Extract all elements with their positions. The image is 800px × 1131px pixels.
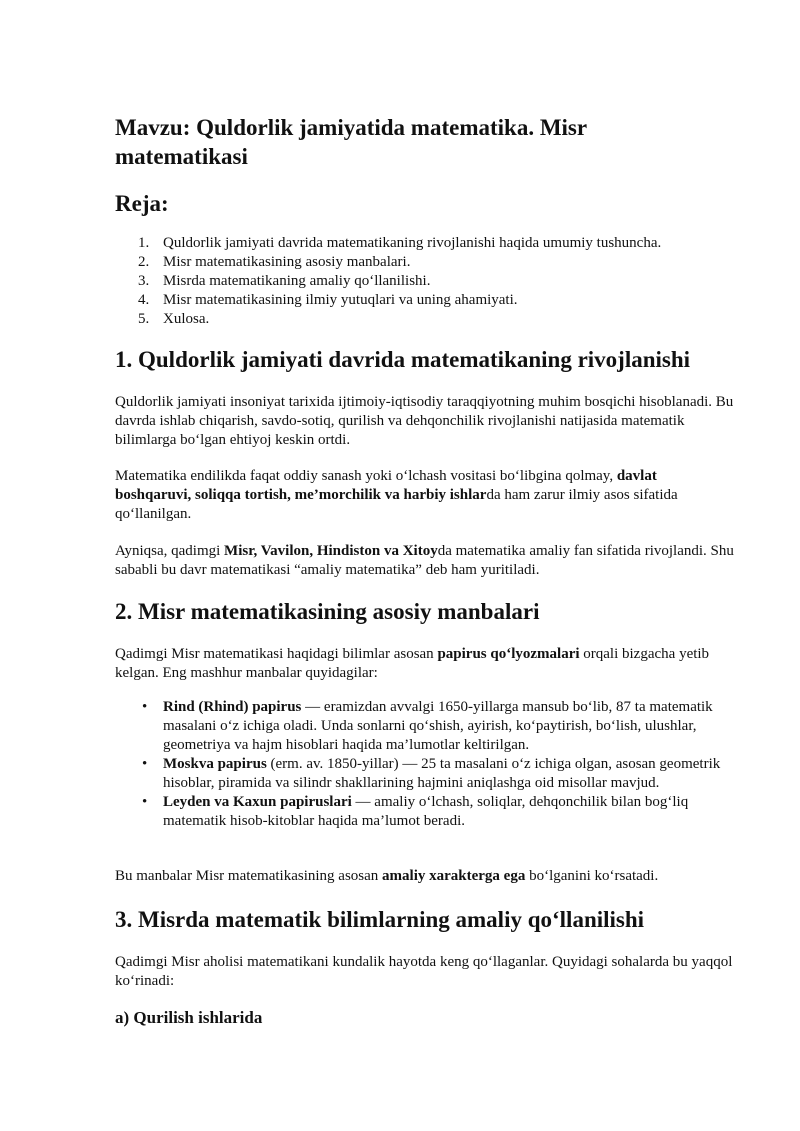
plan-list [115, 234, 661, 329]
bold-text-run: amaliy xarakterga ega [382, 868, 526, 884]
plan-heading: Reja: [115, 191, 169, 216]
section-2-intro [115, 645, 735, 683]
plan-item-text: Misr matematikasining ilmiy yutuqlari va uning ahamiyati. [163, 292, 518, 308]
section-3-intro: Qadimgi Misr aholisi matematikani kundalik hayotda keng qo‘llaganlar. Quyidagi sohalarda bu yaqqol ko‘rinadi: [115, 954, 733, 989]
text-run: Qadimgi Misr matematikasi haqidagi bilimlar asosan [115, 646, 438, 662]
list-item [115, 755, 735, 793]
bullet-icon: • [142, 756, 148, 772]
plan-item [115, 234, 661, 253]
section-1-paragraph-1: Quldorlik jamiyati insoniyat tarixida ijtimoiy-iqtisodiy taraqqiyotning muhim bosqichi hisoblanadi. Bu davrda ishlab chiqarish, savdo-sotiq, qurilish va dehqonchilik rivojlanishi natijasida matematik bilimlarga bo‘lgan ehtiyoj keskin ortdi. [115, 394, 734, 448]
plan-item [115, 272, 661, 291]
plan-item-number: 4. [138, 292, 150, 308]
bold-text-run: Moskva papirus [163, 756, 267, 772]
plan-item-text: Xulosa. [163, 311, 210, 327]
plan-item-number: 1. [138, 235, 150, 251]
text-run: — eramizdan avvalgi 1650-yillarga mansub bo‘lib, 87 ta matematik masalani o‘z ichiga oladi. Unda sonlarni qo‘shish, ayirish, ko‘paytirish, bo‘lish, ulushlar, geometriya va hajm hisoblari haqida ma’lumotlar keltirilgan. [163, 699, 713, 753]
section-1-paragraph-2 [115, 467, 735, 524]
plan-item-text: Misr matematikasining asosiy manbalari. [163, 254, 411, 270]
text-run: da matematika amaliy fan sifatida rivojlandi. Shu sababli bu davr matematikasi “amaliy matematika” deb ham yuritiladi. [115, 543, 734, 578]
bullet-icon: • [142, 794, 148, 810]
plan-item [115, 310, 661, 329]
bold-text-run: davlat boshqaruvi, soliqqa tortish, me’morchilik va harbiy ishlar [115, 468, 657, 503]
text-run: Ayniqsa, qadimgi [115, 543, 225, 559]
plan-item-number: 5. [138, 311, 150, 327]
section-1-paragraph-3 [115, 542, 735, 580]
text-run: Bu manbalar Misr matematikasining asosan [115, 868, 383, 884]
plan-item [115, 253, 661, 272]
bullet-icon: • [142, 699, 148, 715]
list-item [115, 793, 735, 831]
plan-item-text: Misrda matematikaning amaliy qo‘llanilishi. [163, 273, 431, 289]
bold-text-run: papirus qo‘lyozmalari [437, 646, 580, 662]
section-3-heading: 3. Misrda matematik bilimlarning amaliy qo‘llanilishi [115, 907, 645, 932]
bold-text-run: Misr, Vavilon, Hindiston va Xitoy [224, 543, 438, 559]
sources-list [115, 698, 735, 831]
text-run: da ham zarur ilmiy asos sifatida qo‘llanilgan. [115, 487, 678, 522]
plan-item-number: 3. [138, 273, 150, 289]
section-1-heading: 1. Quldorlik jamiyati davrida matematikaning rivojlanishi [115, 347, 691, 372]
plan-item [115, 291, 661, 310]
bold-text-run: Rind (Rhind) papirus [163, 699, 302, 715]
text-run: Matematika endilikda faqat oddiy sanash yoki o‘lchash vositasi bo‘libgina qolmay, [115, 468, 617, 484]
bold-text-run: Leyden va Kaxun papiruslari [163, 794, 352, 810]
text-run: — amaliy o‘lchash, soliqlar, dehqonchilik bilan bog‘liq matematik hisob-kitoblar haqida ma’lumot beradi. [163, 794, 689, 829]
document-title: Mavzu: Quldorlik jamiyatida matematika. Misr matematikasi [115, 115, 587, 169]
text-run: (erm. av. 1850-yillar) — 25 ta masalani o‘z ichiga olgan, asosan geometrik hisoblar, piramida va silindr shakllarining hajmini aniqlashga oid misollar mavjud. [163, 756, 721, 791]
text-run: orqali bizgacha yetib kelgan. Eng mashhur manbalar quyidagilar: [115, 646, 710, 681]
section-2-heading: 2. Misr matematikasining asosiy manbalari [115, 599, 540, 624]
plan-item-text: Quldorlik jamiyati davrida matematikaning rivojlanishi haqida umumiy tushuncha. [163, 235, 662, 251]
section-2-outro [115, 867, 735, 886]
list-item [115, 698, 735, 755]
subsection-heading: a) Qurilish ishlarida [115, 1008, 263, 1027]
text-run: bo‘lganini ko‘rsatadi. [525, 868, 659, 884]
plan-item-number: 2. [138, 254, 150, 270]
